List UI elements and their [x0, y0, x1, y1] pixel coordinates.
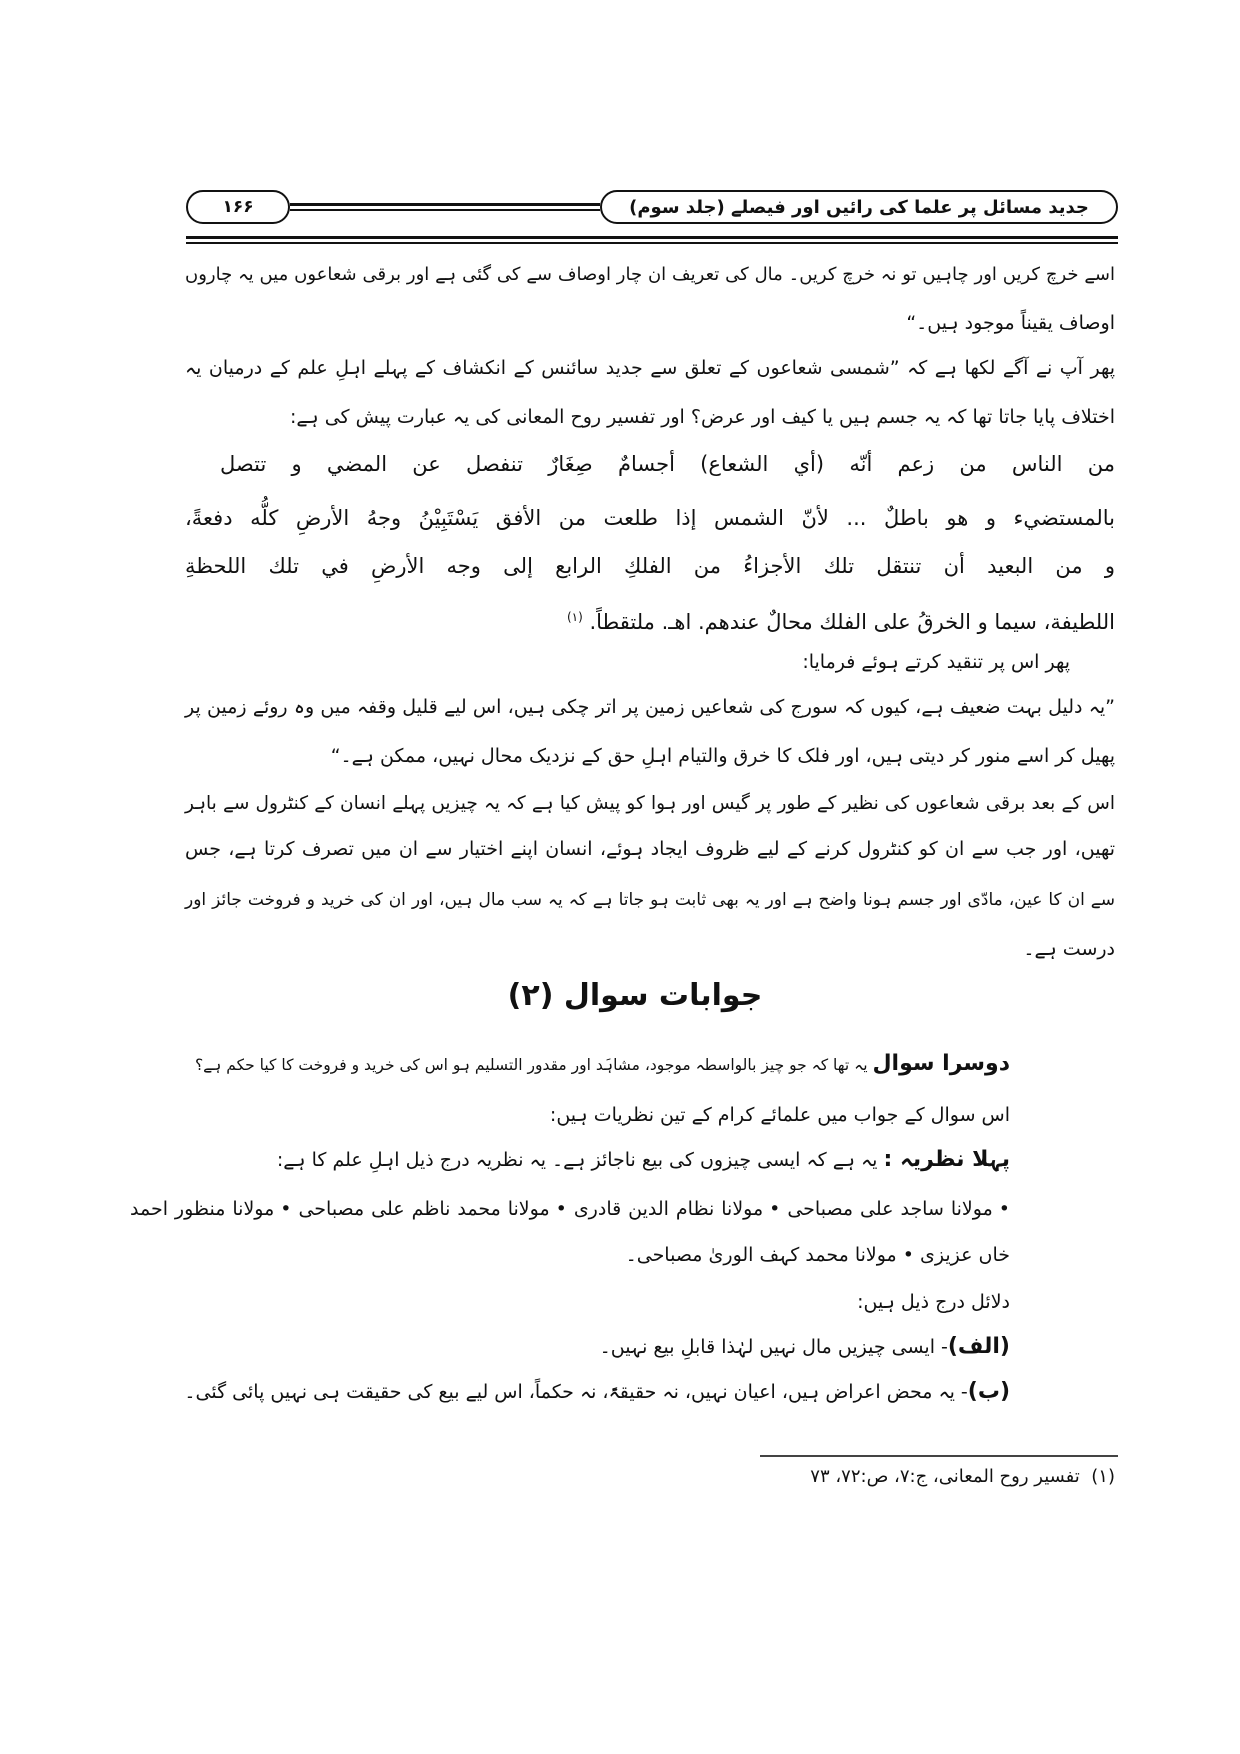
header-rule-bottom — [290, 209, 600, 211]
text-line: ”یہ دلیل بہت ضعیف ہے، کیوں کہ سورج کی شعاعیں زمین پر اتر چکی ہیں، اس لیے قلیل وقفہ میں وہ روئے زمین پر — [185, 696, 1115, 718]
evidence-item — [180, 1327, 1010, 1367]
arabic-quote-line: من الناس من زعم أنّه (أي الشعاع) أجسامٌ صِغَارٌ تنفصل عن المضي و تتصل — [220, 452, 1115, 476]
section-heading: جوابات سوال (۲) — [507, 978, 763, 1013]
question-line — [180, 1044, 1010, 1084]
running-title — [600, 190, 1118, 224]
text-line: اختلاف پایا جاتا تھا کہ یہ جسم ہیں یا کیف اور عرض؟ اور تفسیر روح المعانی کی یہ عبارت پیش کی ہے: — [290, 406, 1115, 428]
text-line: پھیل کر اسے منور کر دیتی ہیں، اور فلک کا خرق والتیام اہلِ حق کے نزدیک محال نہیں، ممکن ہے۔“ — [330, 745, 1115, 767]
text-line: اسے خرچ کریں اور چاہیں تو نہ خرچ کریں۔ مال کی تعریف ان چار اوصاف سے کی گئی ہے اور برقی شعاعوں میں یہ چاروں — [185, 264, 1115, 285]
footnote — [810, 1466, 1115, 1487]
scholar-item: •مولانا ساجد علی مصباحی — [787, 1198, 1010, 1220]
arabic-quote-line: بالمستضيء و هو باطلٌ ... لأنّ الشمس إذا طلعت من الأفق يَسْتَبِيْنُ وجهُ الأرضِ كلُّه دفعةً، — [185, 506, 1115, 530]
text-line: پھر اس پر تنقید کرتے ہوئے فرمایا: — [802, 651, 1070, 673]
header-divider-thick — [186, 236, 1118, 239]
footnote-text: تفسیر روح المعانی، ج:۷، ص:۷۲، ۷۳ — [810, 1466, 1080, 1487]
scholar-item: •مولانا نظام الدین قادری — [573, 1198, 781, 1220]
arabic-quote-line: و من البعيد أن تنتقل تلك الأجزاءُ من الفلكِ الرابع إلى وجه الأرضِ في تلك اللحظةِ — [185, 554, 1115, 578]
scholars-list — [130, 1186, 1010, 1278]
evidence-item — [180, 1372, 1010, 1412]
text-line: اوصاف یقیناً موجود ہیں۔“ — [906, 312, 1115, 334]
view1-label: پہلا نظریہ : — [883, 1147, 1010, 1172]
evidence-label: (ب) — [967, 1379, 1010, 1404]
page-number — [186, 190, 290, 224]
running-title-text: جدید مسائل پر علما کی رائیں اور فیصلے (جلد سوم) — [629, 196, 1089, 218]
view1-line — [180, 1140, 1010, 1180]
text-line: پھر آپ نے آگے لکھا ہے کہ ”شمسی شعاعوں کے تعلق سے جدید سائنس کے انکشاف کے پہلے اہلِ علم کے درمیان یہ — [185, 357, 1115, 379]
text-line: درست ہے۔ — [1023, 938, 1115, 960]
header-rule-top — [290, 203, 600, 206]
evidence-text: - یہ محض اعراض ہیں، اعیان نہیں، نہ حقیقۃً، نہ حکماً، اس لیے بیع کی حقیقت ہی نہیں پائی گئی۔ — [184, 1381, 968, 1403]
evidence-intro: دلائل درج ذیل ہیں: — [857, 1291, 1010, 1313]
arabic-quote-line-last — [185, 597, 1115, 637]
page-number-text: ۱۶۶ — [222, 197, 254, 217]
arabic-quote-text: اللطيفة، سيما و الخرقُ على الفلك محالٌ عندهم. اهـ. ملتقطاً. — [589, 610, 1115, 634]
text-line: تھیں، اور جب سے ان کو کنٹرول کرنے کے لیے ظروف ایجاد ہوئے، انسان اپنے اختیار سے ان میں تصرف کرتا ہے، جس — [185, 838, 1115, 860]
evidence-text: - ایسی چیزیں مال نہیں لہٰذا قابلِ بیع نہیں۔ — [599, 1336, 948, 1358]
evidence-label: (الف) — [947, 1334, 1010, 1359]
footnote-marker: (۱) — [1091, 1466, 1115, 1487]
question-text: یہ تھا کہ جو چیز بالواسطہ موجود، مشاہَد اور مقدور التسلیم ہو اس کی خرید و فروخت کا کیا حکم ہے؟ — [194, 1056, 868, 1074]
footnote-reference[interactable]: (۱) — [566, 610, 583, 624]
scholar-item: •مولانا منظور احمد خاں عزیزی — [130, 1198, 1010, 1266]
view1-text: یہ ہے کہ ایسی چیزوں کی بیع ناجائز ہے۔ یہ نظریہ درج ذیل اہلِ علم کا ہے: — [276, 1149, 878, 1171]
scholar-item: •مولانا محمد کہف الوریٰ مصباحی۔ — [625, 1244, 914, 1266]
header-divider-thin — [186, 242, 1118, 244]
text-line: اس کے بعد برقی شعاعوں کی نظیر کے طور پر گیس اور ہوا کو پیش کیا ہے کہ یہ چیزیں پہلے انسان کے کنٹرول سے باہر — [185, 793, 1115, 814]
text-line: سے ان کا عین، مادّی اور جسم ہونا واضح ہے اور یہ بھی ثابت ہو جاتا ہے کہ یہ سب مال ہیں، اور ان کی خرید و فروخت جائز اور — [185, 890, 1115, 910]
scholar-item: •مولانا محمد ناظم علی مصباحی — [298, 1198, 567, 1220]
answers-intro: اس سوال کے جواب میں علمائے کرام کے تین نظریات ہیں: — [549, 1104, 1010, 1126]
footnote-rule — [760, 1455, 1118, 1457]
question-label: دوسرا سوال — [872, 1051, 1010, 1076]
